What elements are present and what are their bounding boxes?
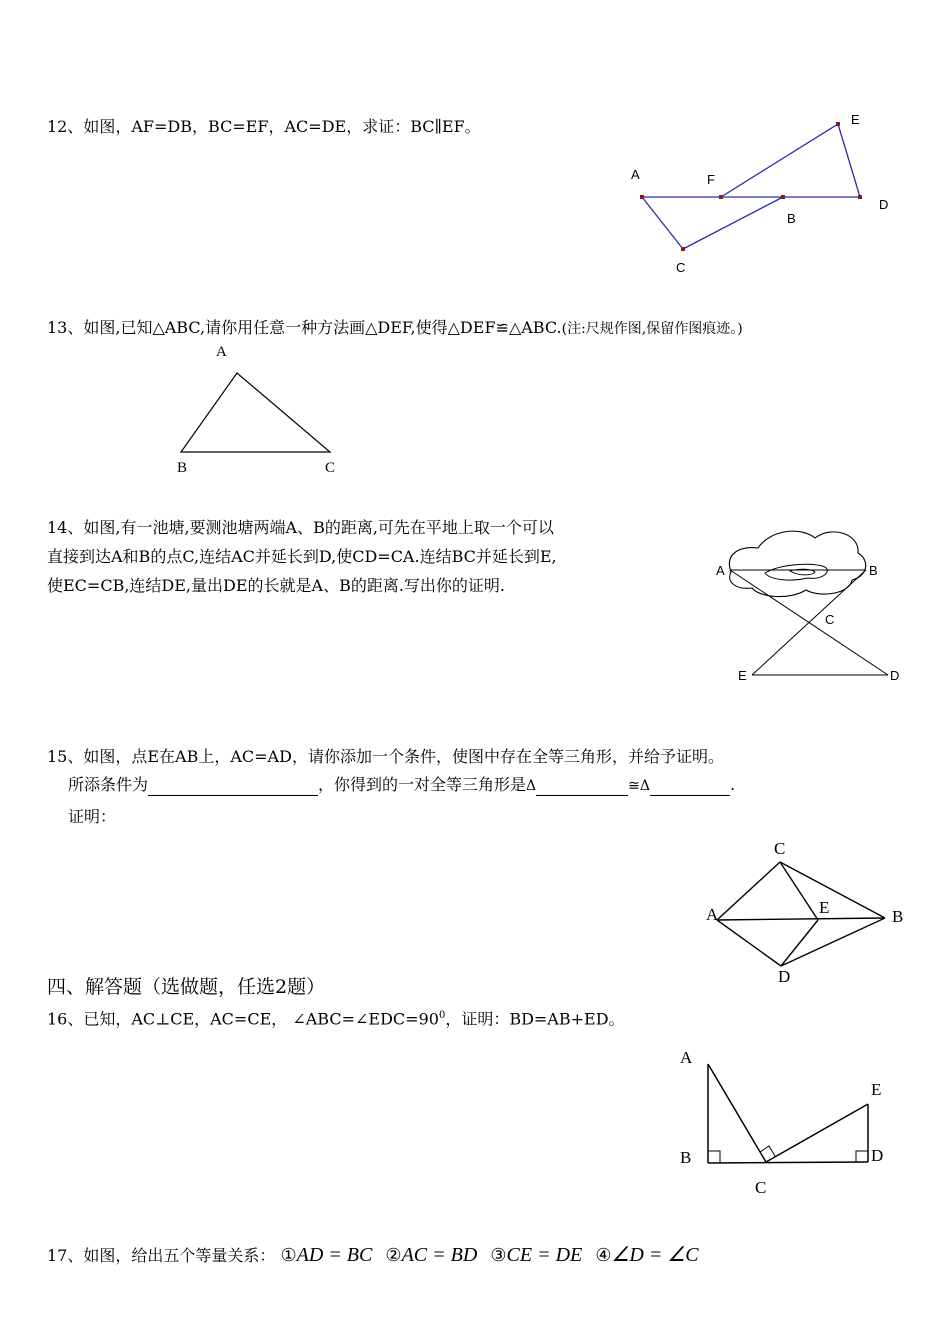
q16-label-a: A xyxy=(680,1048,693,1067)
q16-label-d: D xyxy=(871,1146,884,1165)
q15-label-b: B xyxy=(892,907,904,926)
q15-proof-label: 证明： xyxy=(68,807,117,826)
q17-prefix: 17、如图，给出五个等量关系： xyxy=(47,1246,276,1265)
q16-label-e: E xyxy=(871,1080,882,1099)
q13-label-b: B xyxy=(177,460,188,476)
q15-pair-label: ，你得到的一对全等三角形是 xyxy=(318,775,527,794)
q12-text: 12、如图，AF=DB，BC=EF，AC=DE，求证：BC∥EF。 xyxy=(47,117,481,136)
q15-label-e: E xyxy=(819,898,830,917)
q14-line3: 使EC=CB,连结DE,量出DE的长就是A、B的距离.写出你的证明. xyxy=(47,576,506,595)
q17-line xyxy=(47,1242,699,1269)
q12-label-b: B xyxy=(787,211,796,226)
q17-item-4-expr: ∠D = ∠C xyxy=(611,1244,699,1266)
q15-cond-label: 所添条件为 xyxy=(68,775,149,794)
q15-label-c: C xyxy=(774,839,786,858)
q15-cong: ≅ xyxy=(628,778,640,794)
q15-delta-1: Δ xyxy=(526,778,537,794)
q15-label-a: A xyxy=(706,905,719,924)
q12-label-e: E xyxy=(851,112,860,127)
q16-label-c: C xyxy=(755,1178,767,1197)
q14-label-b: B xyxy=(869,563,878,578)
q17-item-3-expr: CE = DE xyxy=(506,1244,583,1266)
q16-text-a: 16、已知，AC⊥CE，AC=CE， ∠ABC=∠EDC=90 xyxy=(47,1009,439,1029)
q12-label-a: A xyxy=(631,167,640,182)
q15-label-d: D xyxy=(778,967,791,986)
q13-label-a: A xyxy=(216,344,227,360)
q14-label-a: A xyxy=(716,563,725,578)
q14-label-c: C xyxy=(825,612,835,627)
q17-item-1-num: ① xyxy=(280,1245,297,1266)
q17-item-4-num: ④ xyxy=(595,1245,612,1266)
q12-label-f: F xyxy=(707,172,715,187)
q14-label-d: D xyxy=(890,668,900,683)
q17-item-2-expr: AC = BD xyxy=(401,1244,478,1266)
q16-label-b: B xyxy=(680,1148,692,1167)
q17-item-1-expr: AD = BC xyxy=(296,1244,373,1266)
q14-label-e: E xyxy=(738,668,747,683)
q15-end: . xyxy=(730,775,736,794)
q15-delta-2: Δ xyxy=(639,778,651,794)
q17-item-2-num: ② xyxy=(385,1245,402,1266)
q13-note: (注:尺规作图,保留作图痕迹。) xyxy=(561,321,743,337)
q13-main: 13、如图,已知△ABC,请你用任意一种方法画△DEF,使得△DEF≌△ABC. xyxy=(47,318,562,337)
q16-text-b: ，证明：BD=AB+ED。 xyxy=(445,1009,625,1029)
q12-label-d: D xyxy=(879,197,889,212)
q14-line2: 直接到达A和B的点C,连结AC并延长到D,使CD=CA.连结BC并延长到E, xyxy=(47,547,557,566)
q13-label-c: C xyxy=(325,460,336,476)
q12-label-c: C xyxy=(676,260,686,275)
q15-line1: 15、如图，点E在AB上，AC=AD，请你添加一个条件，使图中存在全等三角形，并给予证明。 xyxy=(47,747,724,766)
q14-line1: 14、如图,有一池塘,要测池塘两端A、B的距离,可先在平地上取一个可以 xyxy=(47,518,554,537)
q16-sup: 0 xyxy=(438,1010,446,1021)
q17-item-3-num: ③ xyxy=(490,1245,507,1266)
section4-heading: 四、解答题（选做题，任选2题） xyxy=(47,976,326,998)
